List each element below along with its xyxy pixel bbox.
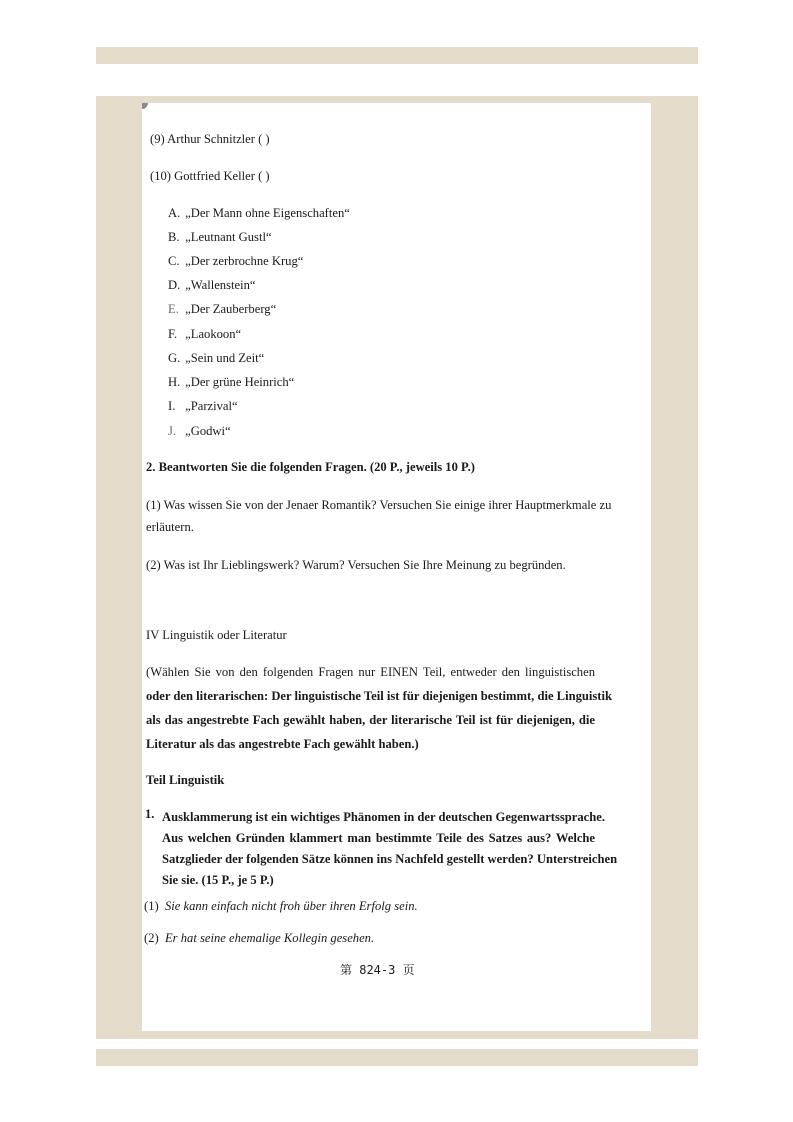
work-option: D. „Wallenstein“ [168,278,256,292]
example-sentence: (2) Er hat seine ehemalige Kollegin gesehen. [144,931,375,945]
bottom-border-bar [96,1049,698,1066]
question-2-2: (2) Was ist Ihr Lieblingswerk? Warum? Versuchen Sie Ihre Meinung zu begründen. [146,558,566,572]
instruction-paragraph: (Wählen Sie von den folgenden Fragen nur EINEN Teil, entweder den linguistischen oder den literarischen: Der linguistische Teil ist für diejenigen bestimmt, die Linguistik als das angestrebte Fach gewählt haben, der literarische Teil ist für diejenigen, die Literatur als das angestrebte Fach gewählt haben.) [146,665,612,751]
work-option: C. „Der zerbrochne Krug“ [168,254,304,268]
question-2-1: (1) Was wissen Sie von der Jenaer Romantik? Versuchen Sie einige ihrer Hauptmerkmale zu [146,498,612,512]
work-option: I. „Parzival“ [168,399,238,413]
work-option: J. „Godwi“ [168,424,231,438]
author-item: (10) Gottfried Keller ( ) [150,169,270,183]
section-2-heading: 2. Beantworten Sie die folgenden Fragen. (20 P., jeweils 10 P.) [146,460,475,474]
work-option: E. „Der Zauberberg“ [168,302,277,316]
page-number: 第 824-3 页 [340,963,415,977]
section-4-heading: IV Linguistik oder Literatur [146,628,287,642]
work-option: G. „Sein und Zeit“ [168,351,265,365]
question-1-text: Ausklammerung ist ein wichtiges Phänomen in der deutschen Gegenwartssprache. Aus welchen Gründen klammert man bestimmte Teile des Satzes aus? Welche Satzglieder der folgenden Sätze können ins Nachfeld gestellt werden? Unterstreichen Sie sie. (15 P., je 5 P.) [162,810,618,887]
author-item: (9) Arthur Schnitzler ( ) [150,132,270,146]
work-option: B. „Leutnant Gustl“ [168,230,272,244]
part-title: Teil Linguistik [146,773,225,787]
question-number: 1. [145,807,155,821]
work-option: H. „Der grüne Heinrich“ [168,375,295,389]
work-option: F. „Laokoon“ [168,327,242,341]
work-option: A. „Der Mann ohne Eigenschaften“ [168,206,350,220]
top-border-bar [96,47,698,64]
question-2-1-continued: erläutern. [146,520,194,534]
example-sentence: (1) Sie kann einfach nicht froh über ihren Erfolg sein. [144,899,418,913]
